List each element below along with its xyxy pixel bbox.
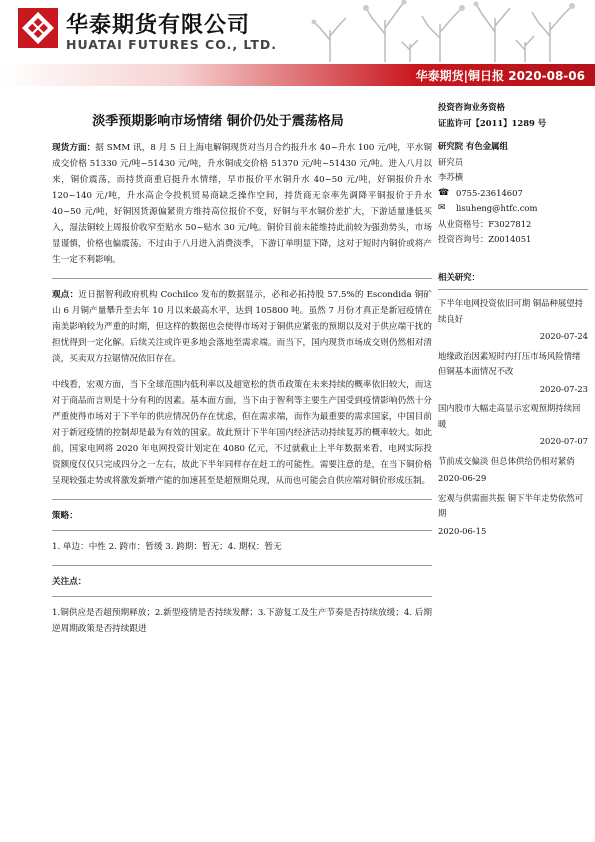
institute-label: 研究院 有色金属组: [438, 141, 508, 151]
spot-text: 据 SMM 讯，8 月 5 日上海电解铜现货对当月合约报升水 40~升水 100 元/吨，平水铜成交价格 51330 元/吨~51430 元/吨，升水铜成交价格 51370 元/吨~51430 元/吨。进入八月以来，铜价震荡，而持货商重启挺升水情绪，早市报价平水铜升水 40~50 元/吨，好铜报价升水 120~140 元/吨，升水高企令投机贸易商缺乏操作空间，持货商无奈率先调降平铜报价于升水 40~50 元/吨，好铜因货源偏紧贵方维持高位报价不变，好铜与平水铜价差扩大，下游适量逢低买入，湿法铜较上周报价收窄至贴水 50~贴水 30 元/吨。铜价目前未能维持此前较为强劲势头，市场显谨慎，价格也偏震荡。不过由于八月进入消费淡季，下游订单明显下降，这对于短时内铜价或将产生一定不利影响。: [52, 143, 432, 265]
focus-section: [52, 574, 432, 637]
related-item[interactable]: 地缘政治因素短时内打压市场风险情绪 但铜基本面情况不改: [438, 350, 581, 376]
related-date: 2020-07-07: [539, 436, 588, 446]
related-item[interactable]: 下半年电网投资依旧可期 铜品种展望持续良好: [438, 298, 584, 324]
related-research-heading: 相关研究：: [438, 271, 480, 282]
divider: [52, 596, 432, 597]
tree-decoration-icon: [290, 0, 595, 62]
related-date: 2020-06-15: [438, 525, 487, 536]
strategy-label: 策略：: [52, 511, 78, 521]
email-address[interactable]: lisuheng@htfc.com: [456, 203, 538, 213]
mail-icon: ✉: [438, 203, 446, 213]
strategy-text: 1. 单边：中性 2. 跨市：暂缓 3. 跨期：暂无；4. 期权：暂无: [52, 542, 282, 552]
view-para-2: 中线看，宏观方面，当下全球范围内低利率以及超宽松的货币政策在未来持续的概率依旧较大，而这对于商品而言则是十分有利的因素。基本面方面，当下由于智利等主要生产国受到疫情影响仍然十分严重使得市场对于下半年的供应情况仍存在忧虑，但在需求端，而作为最重要的需求国家，中国目前对于新冠疫情的控制却是最为有效的国家。故此预计下半年国内经济活动持续复苏的概率较大。如此前，国家电网将 2020 年电网投资计划定在 4080 亿元，不过就截止上半年数据来看，电网实际投资额度仅仅只完成四分之一左右，故此下半年同样存在赶工的可能性。需要注意的是，在当下铜价格呈现较强走势或将激发新增产能的加速甚至是超预期兑现，从而也可能会自供应端对铜价形成压制。: [52, 380, 432, 486]
license-label: 证监许可【2011】1289 号: [438, 117, 547, 128]
report-title: 淡季预期影响市场情绪 铜价仍处于震荡格局: [92, 114, 344, 129]
related-item[interactable]: 国内股市大幅走高显示宏观预期持续回暖: [438, 403, 581, 429]
spot-label: 现货方面：: [52, 143, 96, 153]
phone-number: 0755-23614607: [456, 187, 523, 198]
related-item[interactable]: 节前成交偏淡 但总体供给仍相对紧俏: [438, 455, 575, 466]
spot-section: [52, 140, 432, 268]
divider: [52, 530, 432, 531]
view-para-1: 近日据智利政府机构 Cochilco 发布的数据显示，必和必拓持股 57.5%的 Escondida 铜矿山 6 月铜产量攀升至去年 10 月以来最高水平，达到 105800 吨。虽然 7 月份才真正是新冠疫情在南美影响较为严重的时期，但这样的数据也会使得市场对于铜供应紧张的预期以及对于供应端干扰的担忧得到一定化解。后续关注或许更多地会落地至需求端。而当下，国内现货市场成交则仍然相对清淡，买卖双方拉锯情况依旧存在。: [52, 290, 432, 364]
report-header: [0, 0, 595, 62]
related-date: 2020-07-23: [539, 383, 588, 394]
report-tag-bar: [0, 64, 595, 86]
related-item[interactable]: 宏观与供需面共振 铜下半年走势依然可期: [438, 492, 584, 518]
invest-number: 投资咨询号：Z0014051: [438, 234, 532, 244]
view-section: [52, 287, 432, 367]
related-date: 2020-06-29: [438, 473, 487, 483]
email-row[interactable]: [438, 201, 588, 217]
main-content: [52, 140, 432, 647]
focus-text: 1.铜供应是否超预期释放；2.新型疫情是否持续发酵；3.下游复工及生产节奏是否持续放缓；4. 后期逆周期政策是否持续跟进: [52, 608, 432, 634]
related-date: 2020-07-24: [539, 331, 588, 341]
sidebar: [438, 100, 588, 543]
analyst-name: 李苏横: [438, 172, 464, 182]
report-tag: 华泰期货|铜日报 2020-08-06: [415, 69, 585, 83]
view-label: 观点：: [52, 290, 79, 300]
divider: [52, 565, 432, 566]
divider: [52, 499, 432, 500]
phone-icon: ☎: [438, 187, 450, 198]
company-name-cn: 华泰期货有限公司: [66, 13, 251, 38]
phone-row: [438, 186, 588, 202]
focus-label: 关注点：: [52, 577, 87, 587]
company-name-en: HUATAI FUTURES CO., LTD.: [66, 37, 277, 52]
strategy-section: [52, 508, 432, 555]
dept-label: 投资咨询业务资格: [438, 102, 505, 112]
qualification-number: 从业资格号：F3027812: [438, 218, 532, 229]
divider: [438, 289, 588, 290]
divider: [52, 278, 432, 279]
role-label: 研究员: [438, 156, 464, 167]
company-logo-icon: [18, 8, 58, 48]
